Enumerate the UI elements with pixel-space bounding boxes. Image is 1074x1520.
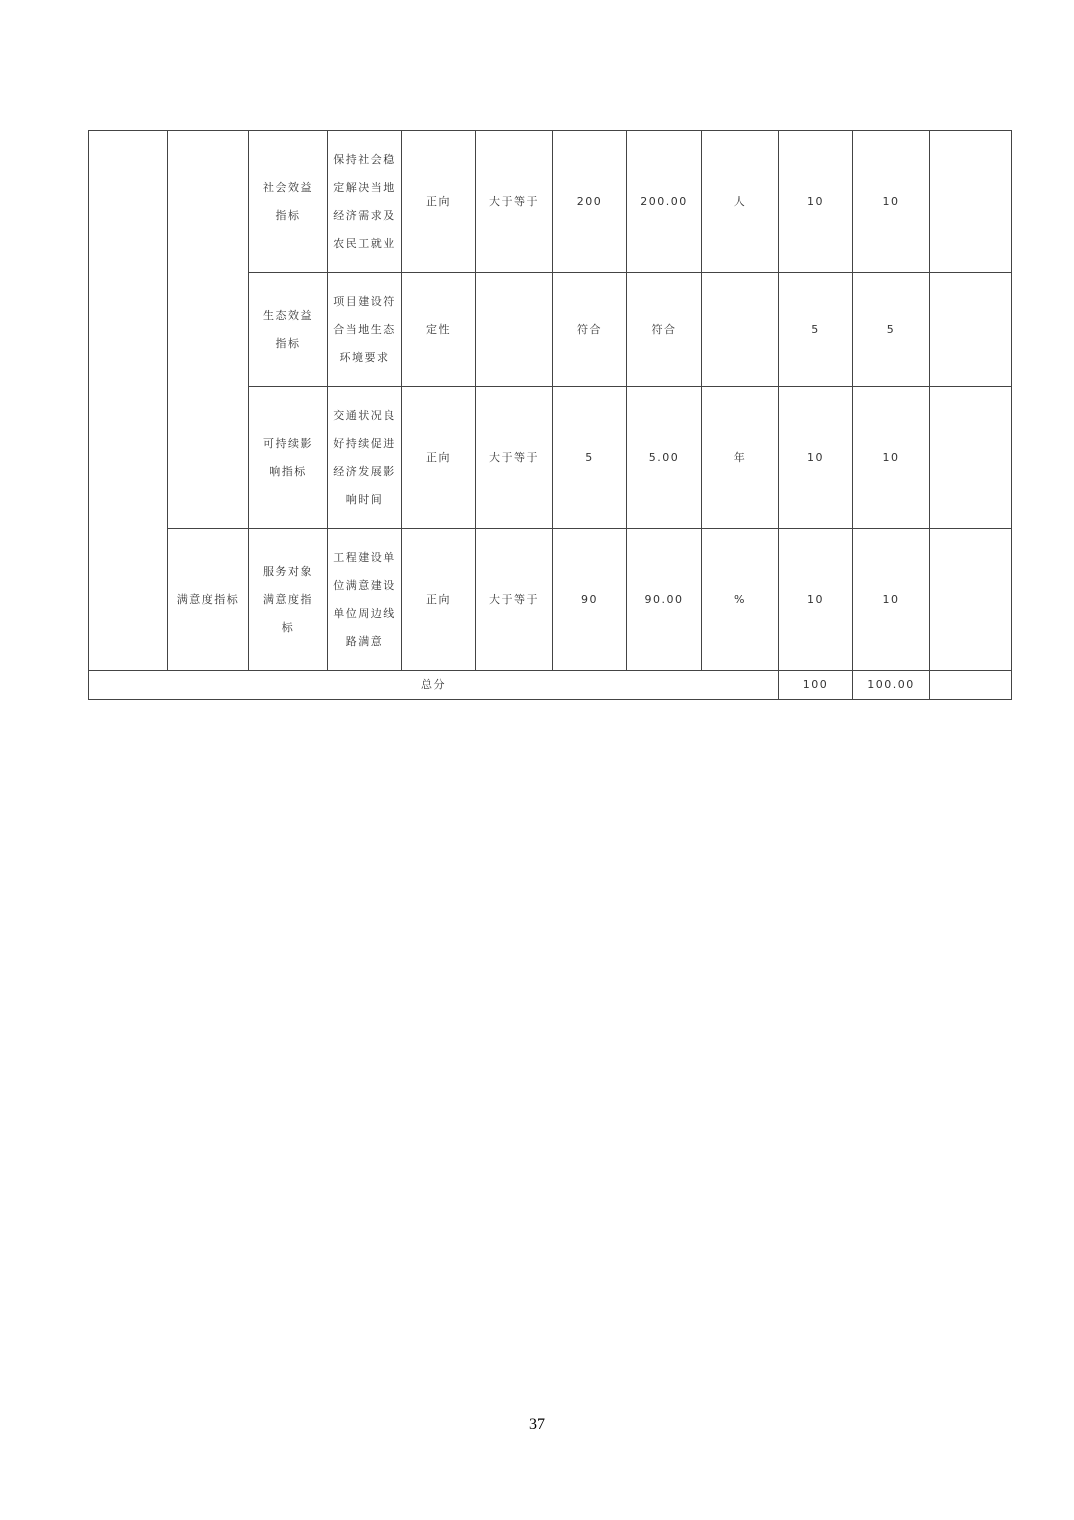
level1b-cell-empty [168, 131, 249, 529]
score-cell: 10 [853, 387, 930, 529]
total-note [930, 671, 1012, 700]
indicator2-cell: 服务对象满意度指标 [249, 529, 328, 671]
indicator2-cell: 生态效益指标 [249, 273, 328, 387]
unit-cell [702, 273, 779, 387]
target-cell: 90 [553, 529, 627, 671]
total-score: 100.00 [853, 671, 930, 700]
operator-cell: 大于等于 [476, 529, 553, 671]
table-row [89, 131, 1012, 273]
attribute-cell: 正向 [402, 387, 476, 529]
weight-cell: 10 [779, 529, 853, 671]
indicator2-cell: 社会效益指标 [249, 131, 328, 273]
attribute-cell: 定性 [402, 273, 476, 387]
indicator3-cell: 保持社会稳定解决当地经济需求及农民工就业 [328, 131, 402, 273]
attribute-cell: 正向 [402, 131, 476, 273]
unit-cell: 年 [702, 387, 779, 529]
target-cell: 符合 [553, 273, 627, 387]
actual-cell: 5.00 [627, 387, 702, 529]
actual-cell: 200.00 [627, 131, 702, 273]
indicator3-cell: 项目建设符合当地生态环境要求 [328, 273, 402, 387]
unit-cell: % [702, 529, 779, 671]
note-cell [930, 387, 1012, 529]
operator-cell: 大于等于 [476, 131, 553, 273]
attribute-cell: 正向 [402, 529, 476, 671]
note-cell [930, 273, 1012, 387]
table-row [89, 529, 1012, 671]
total-weight: 100 [779, 671, 853, 700]
indicator3-cell: 交通状况良好持续促进经济发展影响时间 [328, 387, 402, 529]
total-row [89, 671, 1012, 700]
total-label: 总分 [89, 671, 779, 700]
weight-cell: 5 [779, 273, 853, 387]
operator-cell [476, 273, 553, 387]
indicator1-cell: 满意度指标 [168, 529, 249, 671]
target-cell: 5 [553, 387, 627, 529]
note-cell [930, 529, 1012, 671]
page-number: 37 [529, 1416, 545, 1433]
indicator3-cell: 工程建设单位满意建设单位周边线路满意 [328, 529, 402, 671]
indicator2-cell: 可持续影响指标 [249, 387, 328, 529]
operator-cell: 大于等于 [476, 387, 553, 529]
score-cell: 5 [853, 273, 930, 387]
unit-cell: 人 [702, 131, 779, 273]
weight-cell: 10 [779, 131, 853, 273]
weight-cell: 10 [779, 387, 853, 529]
target-cell: 200 [553, 131, 627, 273]
performance-table [88, 130, 1012, 700]
score-cell: 10 [853, 131, 930, 273]
score-cell: 10 [853, 529, 930, 671]
actual-cell: 90.00 [627, 529, 702, 671]
level1-cell-empty [89, 131, 168, 671]
actual-cell: 符合 [627, 273, 702, 387]
note-cell [930, 131, 1012, 273]
